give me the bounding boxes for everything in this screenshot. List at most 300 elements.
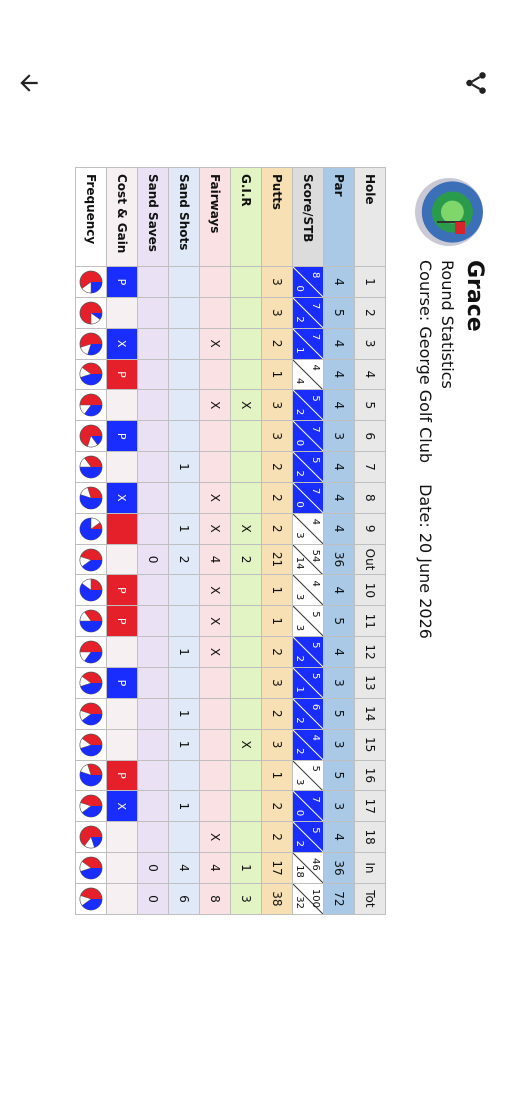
gross-score: 4	[310, 364, 321, 371]
cell-gir	[231, 359, 262, 390]
cell-par: 3	[324, 729, 355, 760]
cell-par: 36	[324, 853, 355, 884]
cell-freq	[76, 390, 107, 421]
cell-freq	[76, 667, 107, 698]
cell-cost: X	[107, 328, 138, 359]
cell-putts: 1	[262, 760, 293, 791]
share-button[interactable]	[456, 63, 496, 103]
flag-icon	[455, 222, 465, 234]
score-split	[293, 390, 323, 420]
cell-fair: X	[200, 328, 231, 359]
cell-hole: 1	[355, 267, 386, 298]
cell-gir	[231, 760, 262, 791]
cell-sandsaves	[138, 421, 169, 452]
frequency-pie-icon	[79, 362, 103, 386]
row-label: Par	[324, 168, 355, 267]
cell-score	[293, 513, 324, 544]
cell-fair: X	[200, 606, 231, 637]
stableford-points: 3	[294, 593, 305, 601]
cell-putts: 2	[262, 791, 293, 822]
stableford-points: 0	[294, 285, 305, 292]
cell-par: 3	[324, 421, 355, 452]
cell-par: 5	[324, 698, 355, 729]
row-label: Sand Saves	[138, 168, 169, 267]
cell-freq	[76, 297, 107, 328]
cell-fair: 4	[200, 544, 231, 575]
cell-score	[293, 575, 324, 606]
cell-gir	[231, 482, 262, 513]
cell-score	[293, 853, 324, 884]
cell-hole: 6	[355, 421, 386, 452]
cell-putts: 2	[262, 328, 293, 359]
cell-hole: 13	[355, 667, 386, 698]
cell-freq	[76, 359, 107, 390]
score-split	[293, 853, 323, 883]
cell-sandshots: 4	[169, 853, 200, 884]
cell-cost	[107, 698, 138, 729]
cell-score	[293, 791, 324, 822]
gross-score: 5	[310, 827, 321, 834]
frequency-pie-icon	[79, 393, 103, 417]
cell-sandshots	[169, 606, 200, 637]
frequency-pie-icon	[79, 671, 103, 695]
cell-fair	[200, 452, 231, 483]
cell-sandsaves	[138, 297, 169, 328]
row-fair	[200, 168, 231, 915]
cell-freq	[76, 267, 107, 298]
cell-gir: X	[231, 390, 262, 421]
cell-fair	[200, 297, 231, 328]
cell-sandsaves	[138, 606, 169, 637]
cell-gir	[231, 328, 262, 359]
score-split	[293, 483, 323, 513]
stableford-points: 0	[294, 501, 305, 508]
cell-gir	[231, 452, 262, 483]
cell-fair	[200, 791, 231, 822]
cell-freq	[76, 729, 107, 760]
gross-score: 100	[310, 888, 321, 908]
cell-gir	[231, 575, 262, 606]
score-split	[293, 514, 323, 544]
frequency-pie-icon	[79, 548, 103, 572]
row-label: Score/STB	[293, 168, 324, 267]
cell-cost: P	[107, 421, 138, 452]
row-putts	[262, 168, 293, 915]
cell-putts: 3	[262, 390, 293, 421]
cell-hole: 8	[355, 482, 386, 513]
cell-hole: 3	[355, 328, 386, 359]
stableford-points: 2	[294, 408, 305, 416]
frequency-pie-icon	[79, 578, 103, 602]
score-split	[293, 699, 323, 729]
stableford-points: 2	[294, 470, 305, 477]
score-split	[293, 730, 323, 760]
cell-putts: 21	[262, 544, 293, 575]
cell-sandsaves	[138, 729, 169, 760]
cell-gir	[231, 606, 262, 637]
cell-score	[293, 452, 324, 483]
frequency-pie-icon	[79, 856, 103, 880]
cell-gir	[231, 421, 262, 452]
cell-par: 4	[324, 575, 355, 606]
row-label: Cost & Gain	[107, 168, 138, 267]
frequency-pie-icon	[79, 825, 103, 849]
cell-putts: 2	[262, 822, 293, 853]
cell-freq	[76, 421, 107, 452]
cell-cost: X	[107, 482, 138, 513]
cell-par: 4	[324, 822, 355, 853]
cell-score	[293, 698, 324, 729]
cell-cost: X	[107, 791, 138, 822]
cell-par: 72	[324, 883, 355, 914]
cell-par: 36	[324, 544, 355, 575]
cell-fair	[200, 421, 231, 452]
cell-hole: 5	[355, 390, 386, 421]
cell-putts: 2	[262, 698, 293, 729]
cell-par: 4	[324, 452, 355, 483]
cell-score	[293, 729, 324, 760]
cell-sandsaves	[138, 760, 169, 791]
cell-freq	[76, 637, 107, 668]
stableford-points: 2	[294, 655, 305, 662]
cell-hole: 14	[355, 698, 386, 729]
cell-freq	[76, 575, 107, 606]
row-label: Sand Shots	[169, 168, 200, 267]
cell-cost: P	[107, 359, 138, 390]
cell-score	[293, 637, 324, 668]
score-split	[293, 637, 323, 667]
cell-par: 4	[324, 359, 355, 390]
course-name: Course: George Golf Club	[416, 260, 435, 464]
round-date: Date: 20 June 2026	[416, 484, 435, 639]
cell-putts: 1	[262, 359, 293, 390]
row-cost	[107, 168, 138, 915]
cell-fair: X	[200, 390, 231, 421]
cell-score	[293, 267, 324, 298]
cell-hole: 18	[355, 822, 386, 853]
gross-score: 7	[310, 302, 321, 310]
cell-sandshots: 6	[169, 883, 200, 914]
cell-gir: 1	[231, 853, 262, 884]
row-label: Frequency	[76, 168, 107, 267]
cell-sandsaves: 0	[138, 883, 169, 914]
stableford-points: 2	[294, 748, 305, 755]
cell-score	[293, 883, 324, 914]
row-freq	[76, 168, 107, 915]
cell-hole: 4	[355, 359, 386, 390]
cell-freq	[76, 822, 107, 853]
cell-sandsaves	[138, 482, 169, 513]
cell-freq	[76, 606, 107, 637]
row-hole	[355, 168, 386, 915]
cell-fair: X	[200, 822, 231, 853]
cell-cost: P	[107, 575, 138, 606]
stableford-points: 3	[294, 532, 305, 539]
gross-score: 5	[310, 457, 321, 464]
row-sandshots	[169, 168, 200, 915]
cell-putts: 2	[262, 452, 293, 483]
frequency-pie-icon	[79, 609, 103, 633]
cell-score	[293, 606, 324, 637]
cell-sandshots	[169, 760, 200, 791]
gross-score: 4	[310, 734, 321, 742]
cell-sandsaves	[138, 575, 169, 606]
frequency-pie-icon	[79, 794, 103, 818]
cell-par: 4	[324, 482, 355, 513]
row-par	[324, 168, 355, 915]
gross-score: 7	[310, 426, 321, 433]
cell-par: 3	[324, 791, 355, 822]
cell-gir	[231, 791, 262, 822]
cell-par: 4	[324, 637, 355, 668]
cell-cost	[107, 513, 138, 544]
frequency-pie-icon	[79, 517, 103, 541]
frequency-pie-icon	[79, 270, 103, 294]
stableford-points: 0	[294, 439, 305, 447]
cell-hole: In	[355, 853, 386, 884]
round-header	[405, 174, 495, 639]
gross-score: 7	[310, 333, 321, 341]
cell-putts: 1	[262, 606, 293, 637]
row-sandsaves	[138, 168, 169, 915]
score-split	[293, 360, 323, 390]
stableford-points: 2	[294, 840, 305, 848]
cell-sandshots	[169, 822, 200, 853]
cell-gir	[231, 667, 262, 698]
score-split	[293, 606, 323, 636]
score-split	[293, 884, 323, 914]
cell-putts: 3	[262, 267, 293, 298]
cell-sandsaves	[138, 822, 169, 853]
cell-fair: X	[200, 513, 231, 544]
cell-cost	[107, 390, 138, 421]
cell-par: 5	[324, 606, 355, 637]
cell-score	[293, 544, 324, 575]
gross-score: 8	[310, 272, 321, 279]
cell-sandsaves	[138, 791, 169, 822]
cell-score	[293, 297, 324, 328]
cell-score	[293, 667, 324, 698]
frequency-pie-icon	[79, 455, 103, 479]
share-icon	[463, 70, 489, 96]
cell-cost: P	[107, 667, 138, 698]
score-split	[293, 791, 323, 821]
cell-sandshots	[169, 667, 200, 698]
row-score	[293, 168, 324, 915]
course-date-line	[416, 260, 435, 639]
cell-sandshots: 1	[169, 791, 200, 822]
score-split	[293, 668, 323, 698]
cell-fair: 8	[200, 883, 231, 914]
cell-par: 4	[324, 328, 355, 359]
stableford-points: 2	[294, 717, 305, 724]
cell-cost	[107, 853, 138, 884]
cell-cost	[107, 297, 138, 328]
stableford-points: 1	[294, 686, 305, 693]
cell-sandsaves	[138, 328, 169, 359]
cell-sandshots	[169, 328, 200, 359]
cell-cost	[107, 883, 138, 914]
cell-putts: 1	[262, 575, 293, 606]
cell-freq	[76, 482, 107, 513]
avatar	[415, 178, 483, 246]
cell-freq	[76, 698, 107, 729]
gross-score: 5	[310, 395, 321, 402]
cell-putts: 3	[262, 667, 293, 698]
frequency-pie-icon	[79, 332, 103, 356]
frequency-pie-icon	[79, 486, 103, 510]
cell-score	[293, 390, 324, 421]
arrow-left-icon	[16, 70, 42, 96]
score-split	[293, 545, 323, 575]
gross-score: 4	[310, 518, 321, 526]
cell-sandshots	[169, 297, 200, 328]
cell-fair	[200, 698, 231, 729]
stableford-points: 18	[294, 865, 305, 878]
cell-score	[293, 421, 324, 452]
cell-putts: 17	[262, 853, 293, 884]
stableford-points: 3	[294, 778, 305, 786]
score-split	[293, 267, 323, 297]
gross-score: 6	[310, 703, 321, 711]
score-split	[293, 298, 323, 328]
cell-freq	[76, 760, 107, 791]
cell-fair	[200, 760, 231, 791]
player-name: Grace	[462, 260, 487, 332]
score-split	[293, 822, 323, 852]
gross-score: 46	[310, 858, 321, 871]
page-title: Round Statistics	[438, 260, 457, 389]
cell-sandsaves	[138, 452, 169, 483]
frequency-pie-icon	[79, 763, 103, 787]
frequency-pie-icon	[79, 733, 103, 757]
cell-sandsaves	[138, 513, 169, 544]
stableford-points: 14	[294, 556, 305, 570]
cell-sandshots	[169, 359, 200, 390]
cell-freq	[76, 544, 107, 575]
cell-fair	[200, 267, 231, 298]
cell-hole: 12	[355, 637, 386, 668]
cell-gir	[231, 267, 262, 298]
cell-putts: 2	[262, 482, 293, 513]
cell-fair: X	[200, 482, 231, 513]
cell-freq	[76, 513, 107, 544]
cell-score	[293, 328, 324, 359]
score-split	[293, 421, 323, 451]
gross-score: 7	[310, 487, 321, 495]
cell-gir: X	[231, 729, 262, 760]
cell-hole: 9	[355, 513, 386, 544]
row-label: Fairways	[200, 168, 231, 267]
cell-hole: 11	[355, 606, 386, 637]
cell-gir	[231, 822, 262, 853]
cell-score	[293, 359, 324, 390]
stableford-points: 2	[294, 316, 305, 323]
cell-putts: 3	[262, 421, 293, 452]
gross-score: 5	[310, 765, 321, 772]
cell-sandsaves: 0	[138, 853, 169, 884]
cell-score	[293, 482, 324, 513]
cell-sandshots: 1	[169, 452, 200, 483]
cell-sandshots: 1	[169, 637, 200, 668]
cell-sandsaves	[138, 637, 169, 668]
cell-hole: 17	[355, 791, 386, 822]
cell-par: 5	[324, 760, 355, 791]
row-label: G.I.R	[231, 168, 262, 267]
cell-score	[293, 760, 324, 791]
cell-freq	[76, 328, 107, 359]
gross-score: 4	[310, 580, 321, 587]
cell-fair: 4	[200, 853, 231, 884]
cell-freq	[76, 853, 107, 884]
cell-hole: 2	[355, 297, 386, 328]
cell-cost	[107, 452, 138, 483]
cell-hole: 7	[355, 452, 386, 483]
frequency-pie-icon	[79, 887, 103, 911]
cell-cost	[107, 729, 138, 760]
cell-putts: 2	[262, 513, 293, 544]
cell-putts: 3	[262, 297, 293, 328]
back-button[interactable]	[9, 63, 49, 103]
cell-fair: X	[200, 575, 231, 606]
cell-sandshots: 1	[169, 698, 200, 729]
stableford-points: 1	[294, 347, 305, 354]
score-split	[293, 761, 323, 791]
cell-cost: P	[107, 606, 138, 637]
cell-sandsaves	[138, 390, 169, 421]
cell-sandshots	[169, 390, 200, 421]
frequency-pie-icon	[79, 702, 103, 726]
scorecard	[85, 167, 386, 915]
cell-par: 3	[324, 667, 355, 698]
cell-hole: 10	[355, 575, 386, 606]
cell-par: 4	[324, 390, 355, 421]
cell-sandsaves	[138, 359, 169, 390]
cell-sandshots: 1	[169, 729, 200, 760]
score-split	[293, 329, 323, 359]
cell-freq	[76, 883, 107, 914]
cell-hole: 16	[355, 760, 386, 791]
cell-sandshots: 1	[169, 513, 200, 544]
cell-gir: 3	[231, 883, 262, 914]
cell-gir: X	[231, 513, 262, 544]
cell-putts: 3	[262, 729, 293, 760]
row-label: Hole	[355, 168, 386, 267]
cell-hole: 15	[355, 729, 386, 760]
row-gir	[231, 168, 262, 915]
frequency-pie-icon	[79, 640, 103, 664]
cell-sandsaves: 0	[138, 544, 169, 575]
cell-cost	[107, 637, 138, 668]
gross-score: 5	[310, 611, 321, 618]
cell-putts: 38	[262, 883, 293, 914]
score-split	[293, 452, 323, 482]
cell-cost	[107, 544, 138, 575]
cell-sandsaves	[138, 667, 169, 698]
cell-sandshots	[169, 482, 200, 513]
cell-sandsaves	[138, 267, 169, 298]
cell-sandshots	[169, 267, 200, 298]
cell-sandsaves	[138, 698, 169, 729]
row-label: Putts	[262, 168, 293, 267]
cell-sandshots	[169, 421, 200, 452]
cell-sandshots	[169, 575, 200, 606]
stableford-points: 0	[294, 809, 305, 817]
cell-par: 5	[324, 297, 355, 328]
frequency-pie-icon	[79, 301, 103, 325]
cell-hole: Tot	[355, 883, 386, 914]
cell-gir	[231, 698, 262, 729]
